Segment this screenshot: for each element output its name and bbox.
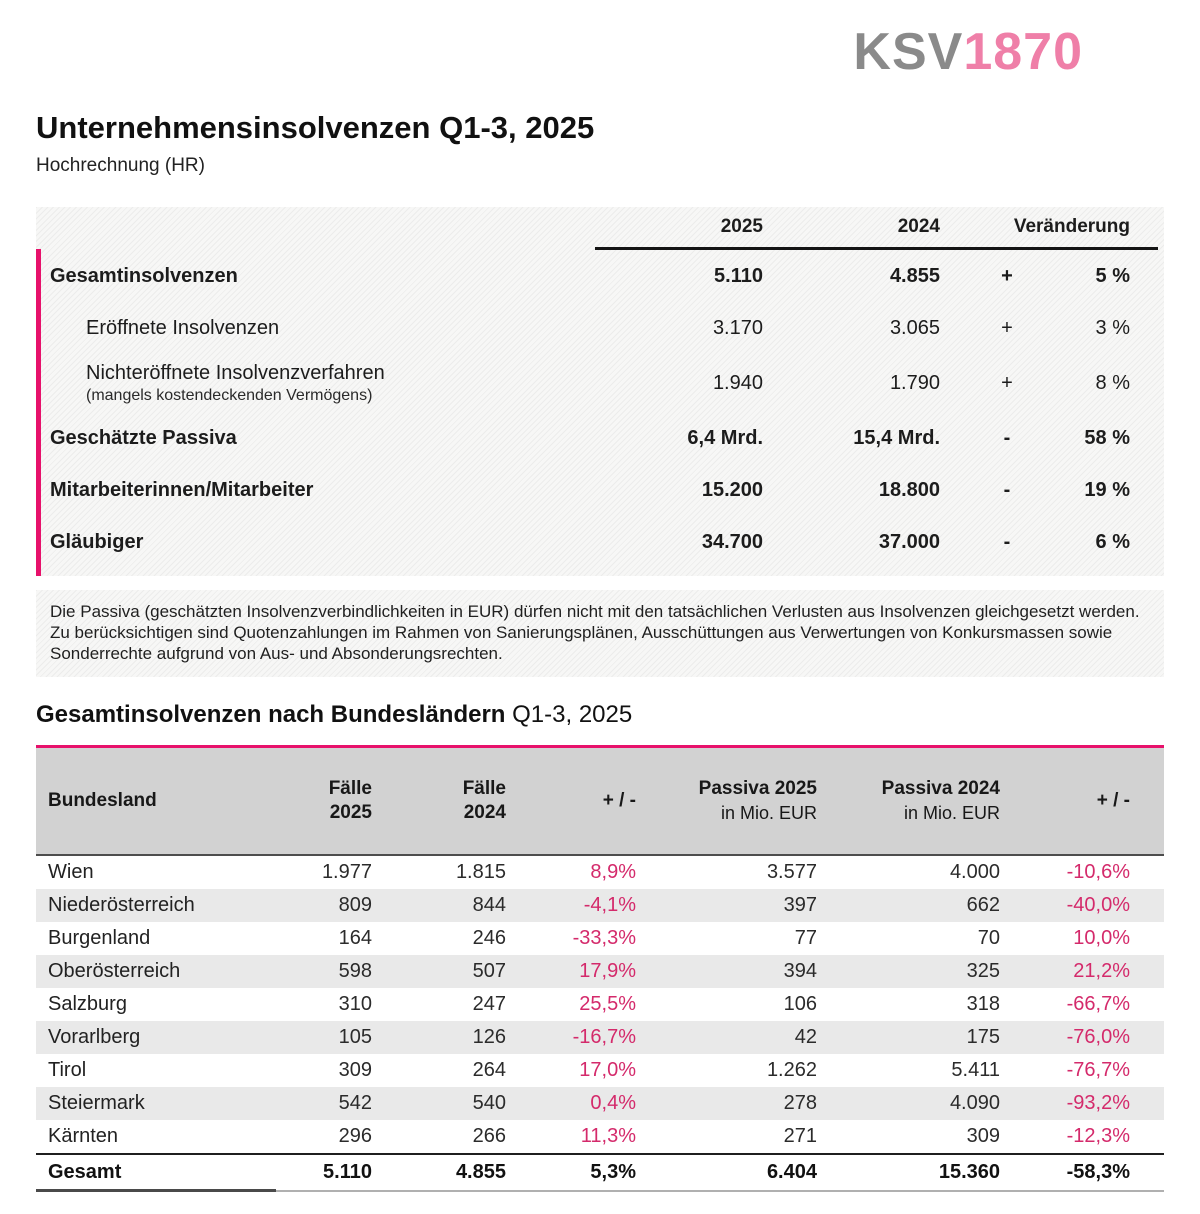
col-header-passiva-2024: Passiva 2024 in Mio. EUR [851, 747, 1034, 856]
value-2024: 3.065 [889, 316, 940, 339]
summary-col-change: Veränderung [1013, 216, 1130, 237]
page-title: Unternehmensinsolvenzen Q1-3, 2025 [36, 110, 595, 145]
table-row-kaernten: Kärnten 296 266 11,3% 271 309 -12,3% [48, 1125, 1130, 1147]
summary-row-passiva [50, 412, 1130, 464]
change-sign: + [1001, 371, 1013, 394]
change-percent: 8 % [1095, 371, 1130, 394]
change-sign: + [1001, 316, 1013, 339]
logo-text-ksv: KSV [853, 23, 964, 81]
summary-table [36, 207, 1164, 576]
section-title-bold: Gesamtinsolvenzen nach Bundesländern [36, 701, 506, 728]
row-label-note: (mangels kostendeckenden Vermögens) [86, 386, 373, 404]
table-row-wien: Wien 1.977 1.815 8,9% 3.577 4.000 -10,6% [48, 861, 1130, 883]
change-sign: + [1001, 264, 1013, 287]
value-2025: 15.200 [701, 478, 763, 501]
table-row-steiermark: Steiermark 542 540 0,4% 278 4.090 -93,2% [36, 1087, 1164, 1120]
row-label: Gläubiger [50, 530, 144, 553]
row-label: Mitarbeiterinnen/Mitarbeiter [50, 478, 314, 501]
value-2024: 15,4 Mrd. [853, 426, 940, 449]
summary-row-eroeffnete [50, 302, 1130, 354]
bundeslaender-table [36, 745, 1164, 1192]
row-label [50, 362, 598, 405]
change-sign: - [1003, 426, 1011, 449]
logo-text-1870: 1870 [963, 23, 1083, 81]
row-label: Geschätzte Passiva [50, 426, 237, 449]
table-row-burgenland: Burgenland 164 246 -33,3% 77 70 10,0% [48, 927, 1130, 949]
col-header-faelle-2024: Fälle 2024 [406, 747, 540, 856]
section-title [36, 701, 1164, 729]
change-sign: - [1003, 478, 1011, 501]
row-label: Eröffnete Insolvenzen [86, 316, 280, 339]
summary-col-2024: 2024 [897, 216, 940, 237]
value-2025: 1.940 [712, 371, 763, 394]
section-title-suffix: Q1-3, 2025 [505, 701, 633, 728]
col-header-faelle-2025: Fälle 2025 [276, 747, 406, 856]
value-2025: 5.110 [714, 264, 763, 287]
ksv1870-logo [853, 23, 1083, 81]
logo-row [36, 0, 1164, 82]
summary-row-gesamtinsolvenzen [50, 250, 1130, 302]
summary-header-row [50, 207, 1130, 247]
row-label: Gesamtinsolvenzen [50, 264, 238, 287]
change-percent: 3 % [1095, 316, 1130, 339]
change-percent: 5 % [1095, 264, 1130, 287]
value-2024: 4.855 [889, 264, 940, 287]
value-2024: 18.800 [878, 478, 940, 501]
table-row-gesamt: Gesamt 5.110 4.855 5,3% 6.404 15.360 -58,3% [36, 1154, 1164, 1191]
col-header-passiva-2025: Passiva 2025 in Mio. EUR [670, 747, 851, 856]
value-2024: 37.000 [878, 530, 940, 553]
value-2025: 6,4 Mrd. [687, 426, 763, 449]
summary-row-glaeubiger [50, 516, 1130, 568]
change-percent: 19 % [1084, 478, 1130, 501]
summary-row-mitarbeiter [50, 464, 1130, 516]
table-row-oberoesterreich: Oberösterreich 598 507 17,9% 394 325 21,2% [36, 955, 1164, 988]
row-label-main: Nichteröffnete Insolvenzverfahren [86, 361, 385, 384]
value-2024: 1.790 [889, 371, 940, 394]
change-sign: - [1003, 530, 1011, 553]
accent-bar [36, 249, 41, 576]
col-header-change-passiva: + / - [1034, 747, 1164, 856]
value-2025: 3.170 [712, 316, 763, 339]
summary-col-2025: 2025 [720, 216, 763, 237]
change-percent: 6 % [1095, 530, 1130, 553]
page-subtitle: Hochrechnung (HR) [36, 155, 205, 176]
table-row-niederoesterreich: Niederösterreich 809 844 -4,1% 397 662 -40,0% [36, 889, 1164, 922]
value-2025: 34.700 [701, 530, 763, 553]
table-row-vorarlberg: Vorarlberg 105 126 -16,7% 42 175 -76,0% [36, 1021, 1164, 1054]
change-percent: 58 % [1084, 426, 1130, 449]
table-row-salzburg: Salzburg 310 247 25,5% 106 318 -66,7% [48, 993, 1130, 1015]
col-header-change-faelle: + / - [540, 747, 670, 856]
table-header [36, 747, 1164, 856]
summary-row-nichteroeffnete [50, 354, 1130, 412]
table-row-tirol: Tirol 309 264 17,0% 1.262 5.411 -76,7% [48, 1059, 1130, 1081]
col-header-bundesland: Bundesland [36, 747, 276, 856]
passiva-footnote: Die Passiva (geschätzten Insolvenzverbindlichkeiten in EUR) dürfen nicht mit den tatsächlichen Verlusten aus Insolvenzen gleichgesetzt werden. Zu berücksichtigen sind Quotenzahlungen im Rahmen von Sanierungsplänen, Ausschüttungen aus Verwertungen von Konkursmassen sowie Sonderrechte aufgrund von Aus- und Absonderungsrechten. [36, 590, 1164, 677]
